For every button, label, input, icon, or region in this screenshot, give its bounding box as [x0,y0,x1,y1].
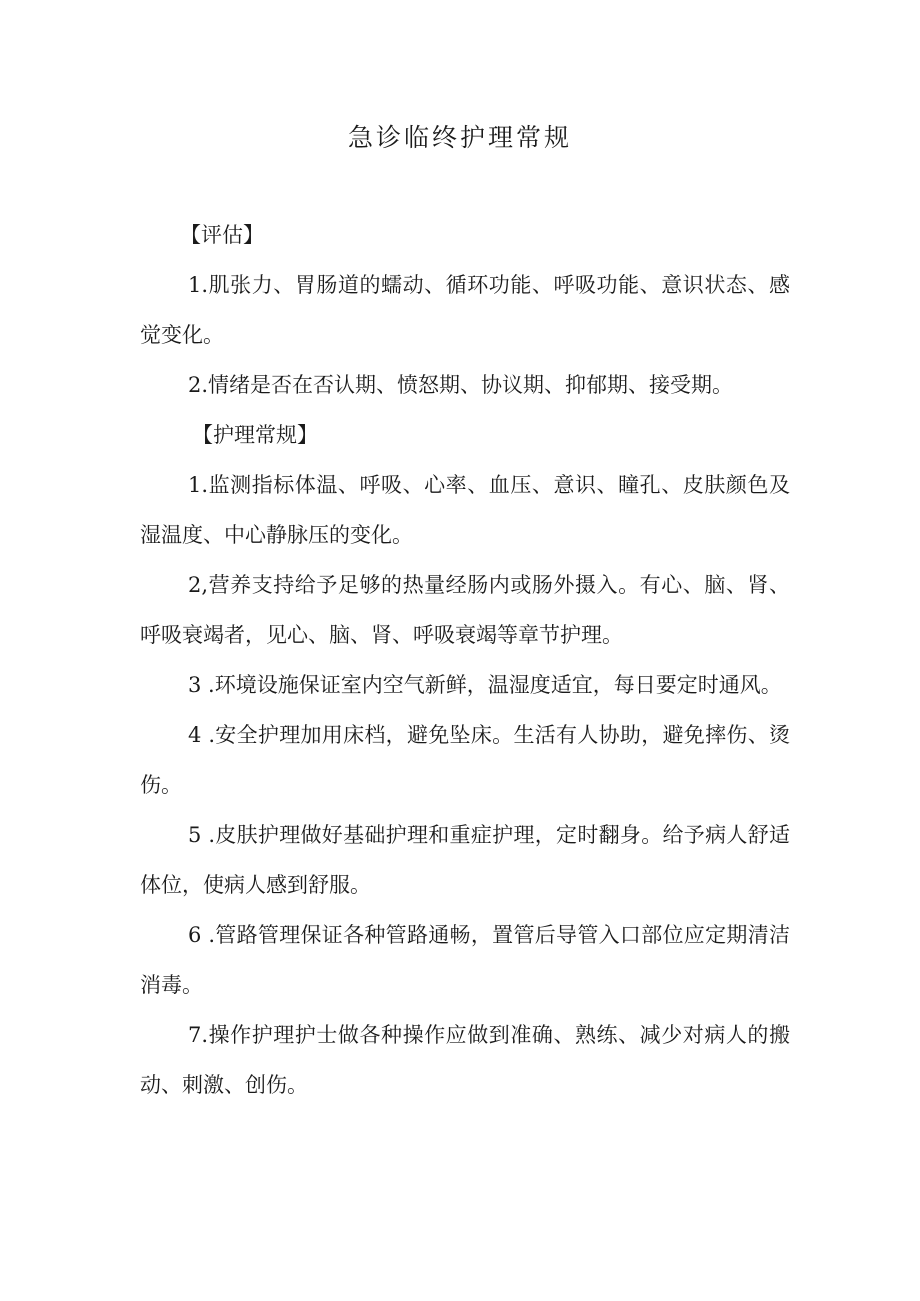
nursing-item-6: 6 .管路管理保证各种管路通畅，置管后导管入口部位应定期清洁消毒。 [140,923,790,997]
section-heading-nursing-routine: 【护理常规】 [192,423,318,447]
document-title: 急诊临终护理常规 [347,123,572,152]
nursing-item-5: 5 .皮肤护理做好基础护理和重症护理，定时翻身。给予病人舒适体位，使病人感到舒服。 [140,823,790,897]
assessment-item-1: 1.肌张力、胃肠道的蠕动、循环功能、呼吸功能、意识状态、感觉变化。 [140,273,790,347]
nursing-item-1: 1.监测指标体温、呼吸、心率、血压、意识、瞳孔、皮肤颜色及湿温度、中心静脉压的变化。 [140,473,790,547]
document-body [140,210,790,1110]
nursing-item-3: 3 .环境设施保证室内空气新鲜，温湿度适宜，每日要定时通风。 [188,673,782,697]
assessment-item-2: 2.情绪是否在否认期、愤怒期、协议期、抑郁期、接受期。 [188,373,734,397]
section-heading-assessment: 【评估】 [180,223,264,247]
nursing-item-7: 7.操作护理护士做各种操作应做到准确、熟练、减少对病人的搬动、刺激、创伤。 [140,1023,790,1097]
nursing-item-4: 4 .安全护理加用床档，避免坠床。生活有人协助，避免摔伤、烫伤。 [140,723,790,797]
nursing-item-2: 2,营养支持给予足够的热量经肠内或肠外摄入。有心、脑、肾、呼吸衰竭者，见心、脑、肾、呼吸衰竭等章节护理。 [140,573,790,647]
